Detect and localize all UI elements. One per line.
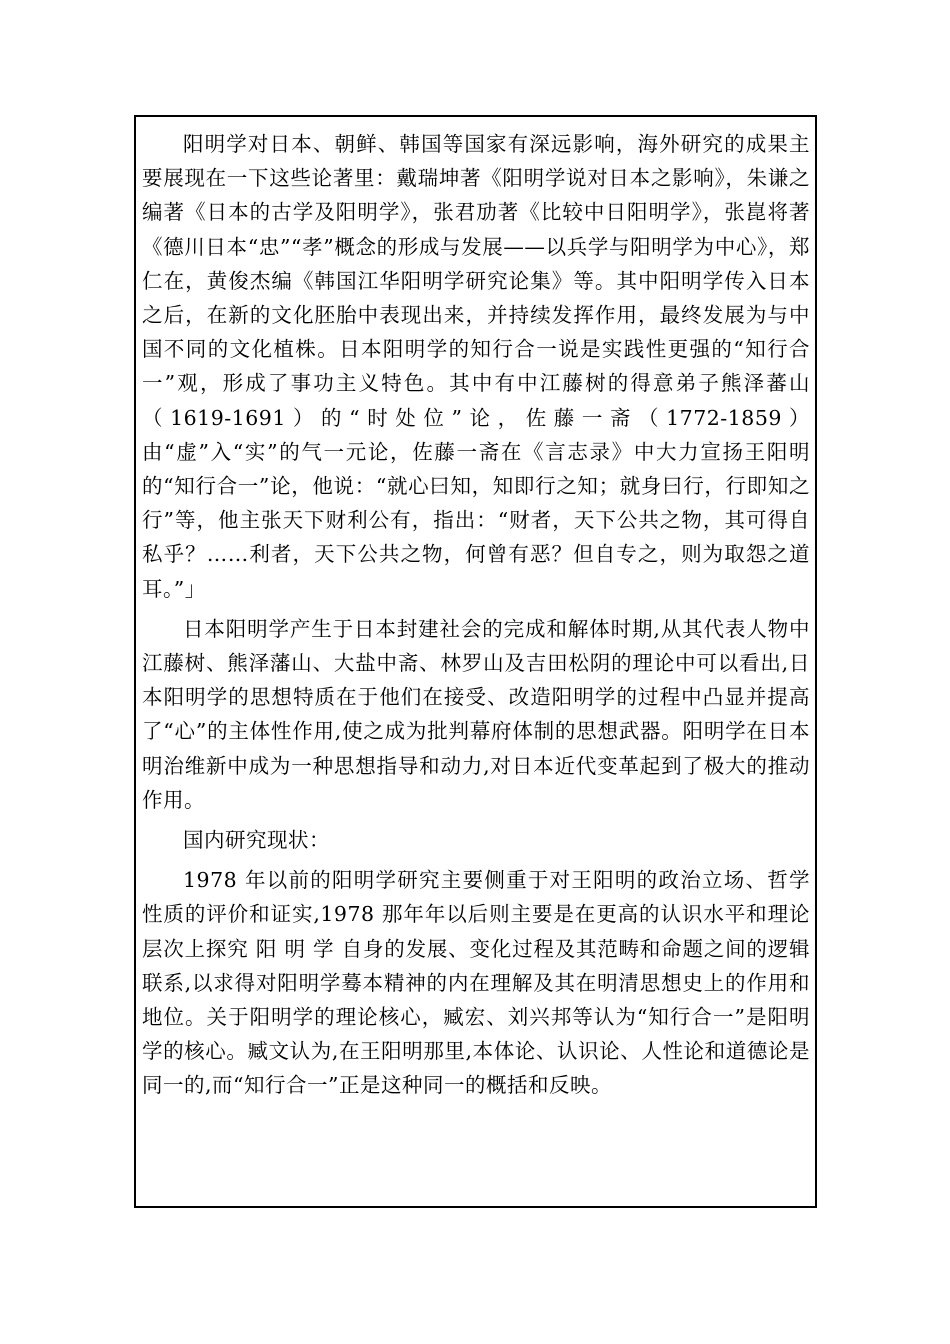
document-frame (134, 115, 817, 1208)
heading-domestic-research: 国内研究现状： (183, 828, 330, 853)
paragraph-japanese-yangming: 日本阳明学产生于日本封建社会的完成和解体时期,从其代表人物中江藤树、熊泽藩山、大盐中斋、林罗山及吉田松阴的理论中可以看出,日本阳明学的思想特质在于他们在接受、改造阳明学的过程中凸显并提高了“心”的主体性作用,使之成为批判幕府体制的思想武器。阳明学在日本明治维新中成为一种思想指导和动力,对日本近代变革起到了极大的推动作用。 (142, 616, 810, 812)
document-body (142, 127, 810, 1103)
paragraph-domestic-research: 1978 年以前的阳明学研究主要侧重于对王阳明的政治立场、哲学性质的评价和证实,1978 那年年以后则主要是在更高的认识水平和理论层次上探究 阳 明 学 自身的发展、变化过程及其范畴和命题之间的逻辑联系,以求得对阳明学蓦本精神的内在理解及其在明清思想史上的作用和地位。关于阳明学的理论核心，臧宏、刘兴邦等认为“知行合一”是阳明学的核心。臧文认为,在王阳明那里,本体论、认识论、人性论和道德论是同一的,而“知行合一”正是这种同一的概括和反映。 (142, 868, 810, 1098)
paragraph-overseas-research: 阳明学对日本、朝鲜、韩国等国家有深远影响，海外研究的成果主要展现在一下这些论著里：戴瑞坤著《阳明学说对日本之影响》，朱谦之编著《日本的古学及阳明学》，张君劢著《比较中日阳明学》，张崑将著《德川日本“忠”“孝”概念的形成与发展——以兵学与阳明学为中心》，郑仁在，黄俊杰编《韩国江华阳明学研究论集》等。其中阳明学传入日本之后，在新的文化胚胎中表现出来，并持续发挥作用，最终发展为与中国不同的文化植株。日本阳明学的知行合一说是实践性更强的“知行合一”观，形成了事功主义特色。其中有中江藤树的得意弟子熊泽蕃山（1619-1691）的“时处位”论，佐藤一斋（1772-1859）由“虚”入“实”的气一元论，佐藤一斋在《言志录》中大力宣扬王阳明的“知行合一”论，他说：“就心曰知，知即行之知；就身曰行，行即知之行”等，他主张天下财利公有，指出：“财者，天下公共之物，其可得自私乎？……利者，天下公共之物，何曾有恶？但自专之，则为取怨之道耳。”」 (142, 132, 810, 601)
